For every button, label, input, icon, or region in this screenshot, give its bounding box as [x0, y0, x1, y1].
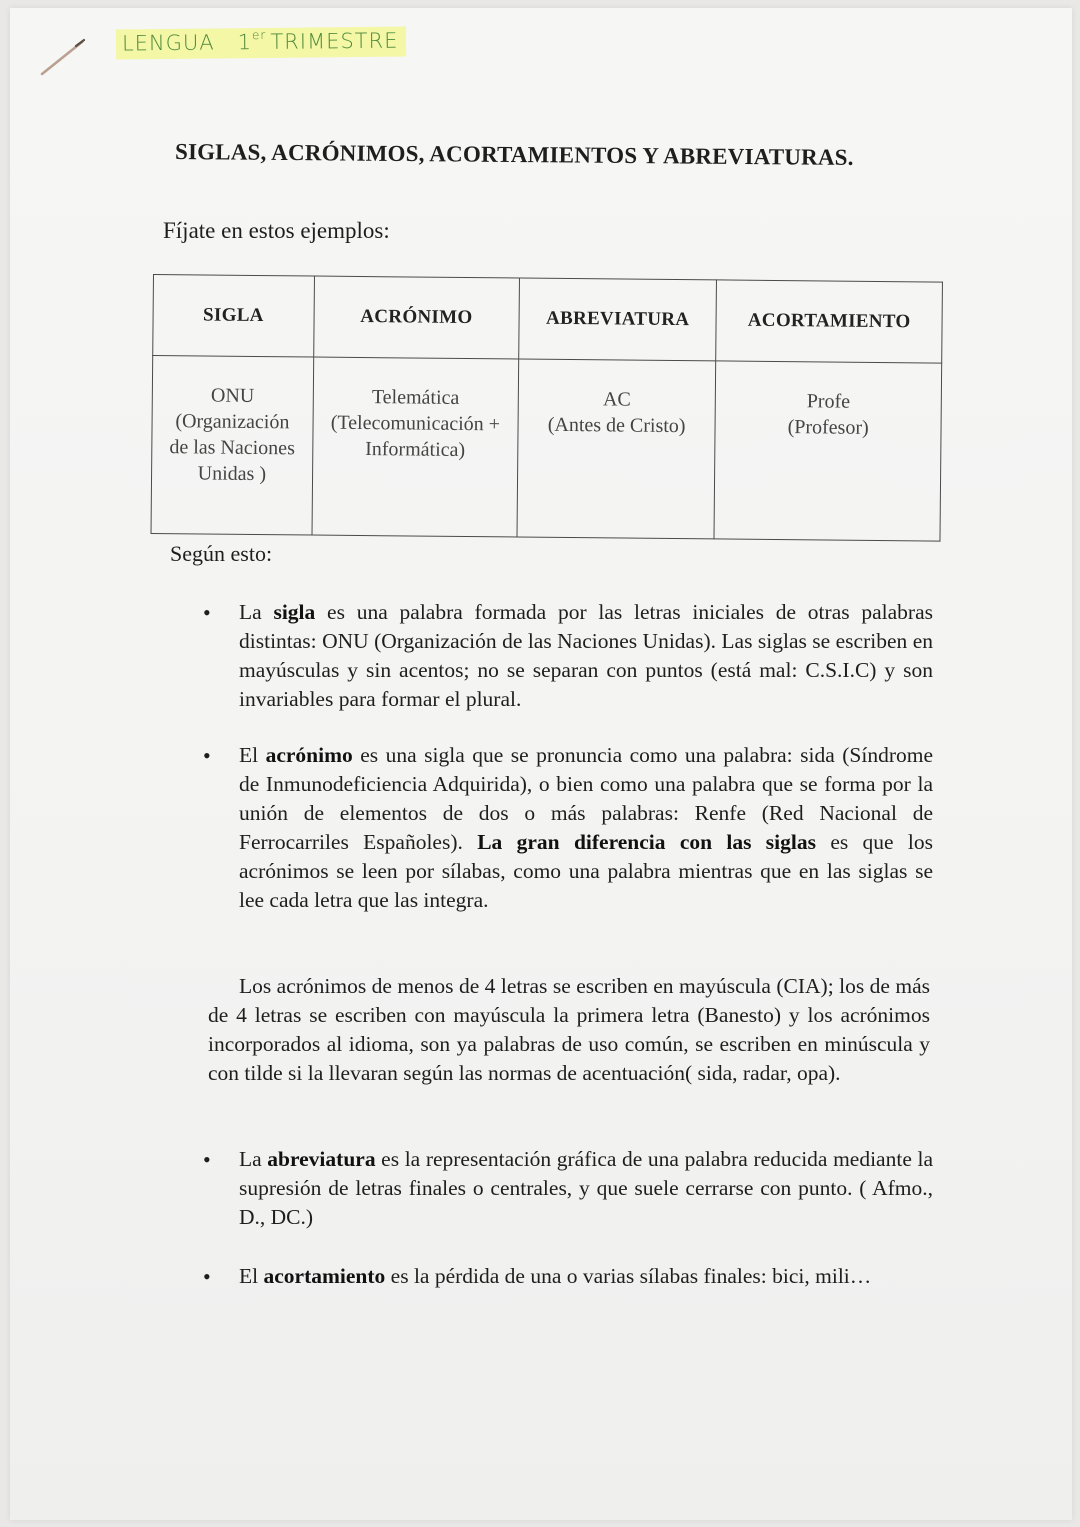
text-run: es una sigla que se pronuncia como una palabra: sida (Síndrome de Inmunodeficiencia Adquirida), o bien como una palabra que se forma por la unión de elementos de dos o más palabras: Renfe (Red Nacional de Ferrocarriles Españoles). [239, 743, 933, 854]
table-header-row [153, 275, 943, 364]
section-label: Según esto: [170, 541, 273, 566]
cell-line: de las Naciones [169, 436, 296, 460]
text-run: es que los acrónimos se leen por sílabas, como una palabra mientras que en las siglas se lee cada letra que las integra. [239, 830, 934, 912]
acronimo-paragraph: Los acrónimos de menos de 4 letras se escriben en mayúscula (CIA); los de más de 4 letras se escriben con mayúscula la primera letra (Banesto) y los acrónimos incorporados al idioma, son ya palabras de uso común, se escriben en minúscula y con tilde si la llevaran según las normas de acentuación( sida, radar, opa). [208, 974, 930, 1085]
header-abreviatura: ABREVIATURA [519, 278, 717, 361]
text-run: La [239, 600, 274, 624]
cell-line: AC [602, 388, 631, 411]
document-page [10, 8, 1072, 1520]
bullet-icon: • [203, 1264, 211, 1289]
pencil-mark-icon [38, 36, 88, 78]
cell-line: Profe [806, 390, 851, 413]
bullet-acortamiento [203, 1262, 933, 1291]
cell-line: Telemática [371, 386, 460, 409]
header-acortamiento: ACORTAMIENTO [716, 280, 943, 363]
bullet-abreviatura [203, 1145, 933, 1232]
bullet-icon: • [203, 743, 211, 768]
term-acortamiento: acortamiento [263, 1264, 386, 1288]
handwritten-note [116, 26, 407, 59]
bullet-text [239, 1262, 933, 1291]
page-title: SIGLAS, ACRÓNIMOS, ACORTAMIENTOS Y ABREVIATURAS. [174, 139, 854, 170]
bullet-text [239, 741, 933, 915]
note-prefix: LENGUA [121, 30, 215, 56]
term-acronimo: acrónimo [265, 743, 353, 767]
cell-line: (Organización [175, 410, 290, 434]
cell-line: (Telecomunicación + [330, 411, 501, 436]
text-run: El [239, 1264, 264, 1288]
note-sup: er [251, 27, 267, 43]
bullet-icon: • [203, 600, 211, 625]
term-abreviatura: abreviatura [267, 1147, 376, 1171]
text-run: es la representación gráfica de una palabra reducida mediante la supresión de letras finales o centrales, y que suele cerrarse con punto. ( Afmo., D., DC.) [239, 1147, 933, 1229]
table-row [151, 356, 942, 542]
cell-line: ONU [210, 384, 255, 407]
header-acronimo: ACRÓNIMO [313, 276, 519, 359]
emphasis-text: La gran diferencia con las siglas [477, 830, 816, 854]
intro-text: Fíjate en estos ejemplos: [163, 218, 390, 243]
note-number: 1 [237, 30, 253, 55]
cell-line: (Profesor) [787, 416, 869, 439]
bullet-sigla [203, 598, 933, 714]
text-run: La [239, 1147, 268, 1171]
note-suffix: TRIMESTRE [270, 28, 399, 54]
cell-line: Informática) [365, 438, 466, 462]
bullet-text [239, 598, 933, 714]
bullet-text [239, 1145, 933, 1232]
cell-acortamiento [714, 361, 941, 541]
cell-line: (Antes de Cristo) [547, 413, 686, 438]
cell-line: Unidas ) [197, 462, 267, 486]
header-sigla: SIGLA [153, 275, 314, 358]
examples-table [151, 274, 943, 542]
text-run: es una palabra formada por las letras iniciales de otras palabras distintas: ONU (Organización de las Naciones Unidas). Las siglas se escriben en mayúsculas y sin acentos; no se separan con puntos (está mal: C.S.I.C) y son invariables para formar el plural. [239, 600, 933, 711]
cell-acronimo [312, 357, 519, 537]
term-sigla: sigla [273, 600, 316, 624]
text-run: El [239, 743, 266, 767]
text-run: es la pérdida de una o varias sílabas finales: bici, mili… [385, 1264, 872, 1288]
bullet-icon: • [203, 1147, 211, 1172]
bullet-acronimo [203, 741, 933, 915]
cell-sigla [151, 356, 313, 536]
cell-abreviatura [517, 359, 716, 539]
